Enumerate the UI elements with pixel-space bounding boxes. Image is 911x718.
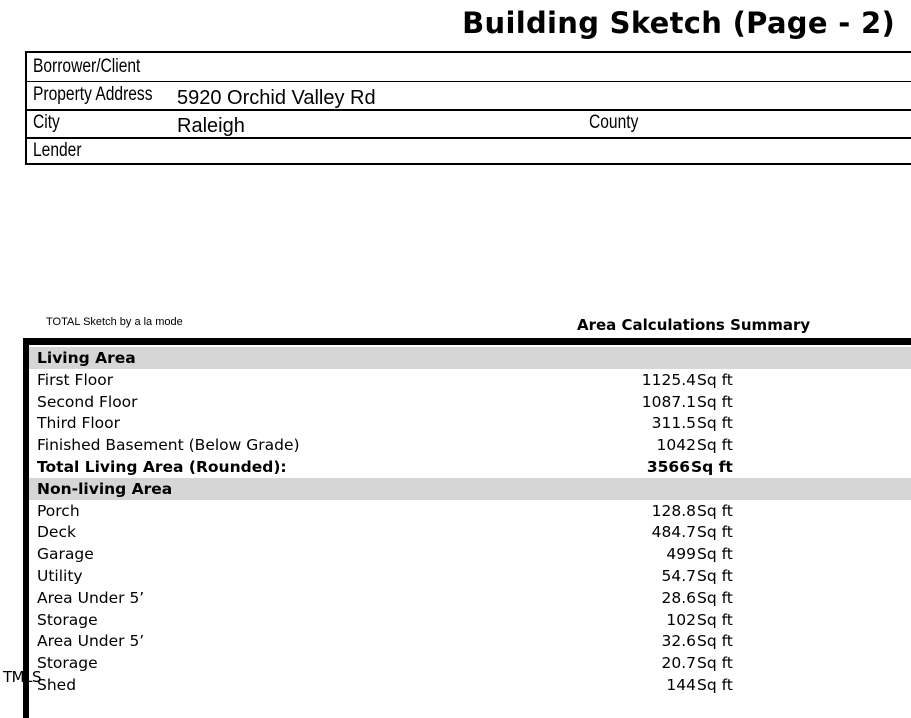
city-row xyxy=(27,109,911,139)
table-row xyxy=(29,674,911,696)
total-living-area-row xyxy=(29,456,911,478)
table-row xyxy=(29,543,911,565)
city-label: City xyxy=(33,112,60,133)
table-row xyxy=(29,630,911,652)
address-label: Property Address xyxy=(33,84,153,105)
area-name: Deck xyxy=(37,523,76,542)
area-name: Finished Basement (Below Grade) xyxy=(37,436,300,455)
area-value: 1087.1 xyxy=(641,392,696,411)
area-unit: Sq ft xyxy=(697,523,733,542)
table-row xyxy=(29,609,911,631)
non-living-area-heading xyxy=(29,478,911,500)
area-value: 499 xyxy=(666,545,696,564)
area-unit: Sq ft xyxy=(697,370,733,389)
area-value: 32.6 xyxy=(661,632,696,651)
area-name: Shed xyxy=(37,675,77,694)
page-title: Building Sketch (Page - 2) xyxy=(462,6,895,40)
area-name: Storage xyxy=(37,610,98,629)
address-value: 5920 Orchid Valley Rd xyxy=(177,87,376,109)
area-name: Porch xyxy=(37,501,80,520)
table-row xyxy=(29,412,911,434)
area-name: Third Floor xyxy=(37,414,121,433)
area-value: 28.6 xyxy=(661,588,696,607)
area-value: 484.7 xyxy=(651,523,696,542)
area-name: Garage xyxy=(37,545,94,564)
area-value: 20.7 xyxy=(661,654,696,673)
area-unit: Sq ft xyxy=(697,392,733,411)
table-top-border xyxy=(23,338,911,345)
area-unit: Sq ft xyxy=(697,632,733,651)
area-unit: Sq ft xyxy=(697,610,733,629)
area-unit: Sq ft xyxy=(697,501,733,520)
borrower-label: Borrower/Client xyxy=(33,56,141,77)
table-row xyxy=(29,652,911,674)
table-row xyxy=(29,434,911,456)
area-value: 54.7 xyxy=(661,566,696,585)
area-summary-table xyxy=(29,347,911,696)
area-unit: Sq ft xyxy=(697,654,733,673)
area-name: Area Under 5’ xyxy=(37,588,145,607)
table-row xyxy=(29,521,911,543)
area-name: Area Under 5’ xyxy=(37,632,145,651)
county-label: County xyxy=(589,112,639,133)
area-name: Storage xyxy=(37,654,98,673)
area-unit: Sq ft xyxy=(697,436,733,455)
summary-title: Area Calculations Summary xyxy=(577,316,811,334)
table-row xyxy=(29,391,911,413)
total-unit: Sq ft xyxy=(691,457,733,476)
area-value: 102 xyxy=(666,610,696,629)
address-row xyxy=(27,81,911,111)
table-row xyxy=(29,587,911,609)
area-value: 311.5 xyxy=(651,414,696,433)
section-heading: Non-living Area xyxy=(37,479,173,498)
borrower-row xyxy=(27,53,911,82)
area-unit: Sq ft xyxy=(697,566,733,585)
table-row xyxy=(29,500,911,522)
area-unit: Sq ft xyxy=(697,675,733,694)
area-value: 1042 xyxy=(656,436,696,455)
total-label: Total Living Area (Rounded): xyxy=(37,457,287,476)
area-value: 1125.4 xyxy=(641,370,696,389)
lender-row xyxy=(27,137,911,165)
area-value: 144 xyxy=(666,675,696,694)
lender-label: Lender xyxy=(33,140,82,161)
section-heading: Living Area xyxy=(37,349,136,367)
area-value: 128.8 xyxy=(651,501,696,520)
mls-watermark: TMLS xyxy=(3,668,41,686)
area-unit: Sq ft xyxy=(697,545,733,564)
sketch-credit: TOTAL Sketch by a la mode xyxy=(46,316,183,328)
table-row xyxy=(29,565,911,587)
city-value: Raleigh xyxy=(177,115,245,137)
property-header-box xyxy=(25,51,911,165)
table-row xyxy=(29,369,911,391)
area-name: Utility xyxy=(37,566,83,585)
area-unit: Sq ft xyxy=(697,588,733,607)
living-area-heading xyxy=(29,347,911,369)
area-name: First Floor xyxy=(37,370,114,389)
area-unit: Sq ft xyxy=(697,414,733,433)
total-value: 3566 xyxy=(646,457,690,476)
area-name: Second Floor xyxy=(37,392,138,411)
